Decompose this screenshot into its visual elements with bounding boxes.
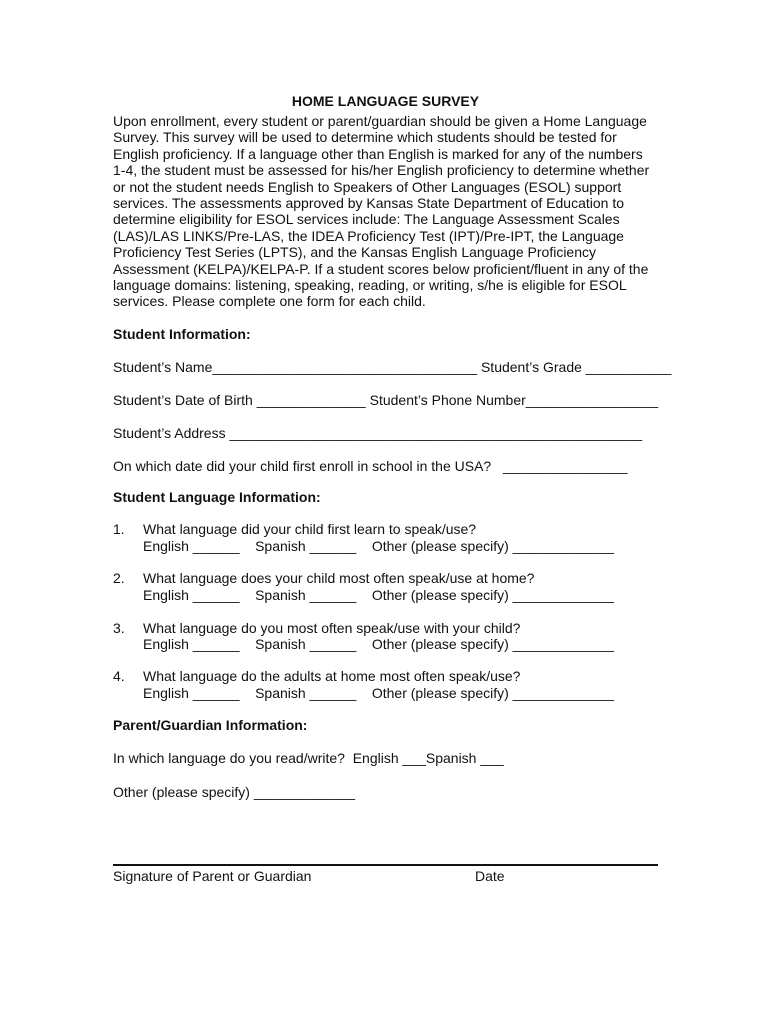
question-number: 2.	[113, 570, 125, 586]
form-title: HOME LANGUAGE SURVEY	[291, 93, 480, 109]
student-info-heading: Student Information:	[113, 326, 251, 342]
question-options[interactable]: English ______ Spanish ______ Other (please specify) _____________	[143, 636, 614, 652]
question-text: What language does your child most often speak/use at home?	[143, 570, 535, 586]
intro-line: English proficiency. If a language other than English is marked for any of the numbers	[113, 145, 643, 162]
intro-line: (LAS)/LAS LINKS/Pre-LAS, the IDEA Proficiency Test (IPT)/Pre-IPT, the Language	[113, 227, 624, 244]
question-options[interactable]: English ______ Spanish ______ Other (please specify) _____________	[143, 685, 614, 701]
intro-line: Survey. This survey will be used to determine which students should be tested for	[113, 129, 617, 146]
intro-line: language domains: listening, speaking, reading, or writing, s/he is eligible for ESOL	[113, 277, 627, 294]
read-write-language-field[interactable]: In which language do you read/write? English ___Spanish ___	[113, 750, 504, 766]
question-text: What language do you most often speak/use with your child?	[143, 620, 521, 636]
date-label: Date	[475, 868, 505, 884]
enroll-date-field[interactable]: On which date did your child first enroll in school in the USA? ________________	[113, 458, 628, 474]
question-number: 1.	[113, 521, 125, 537]
student-address-field[interactable]: Student’s Address _____________________________________________________	[113, 425, 643, 441]
language-info-heading: Student Language Information:	[113, 489, 321, 505]
intro-line: services. Please complete one form for each child.	[113, 293, 426, 310]
intro-line: 1-4, the student must be assessed for his/her English proficiency to determine whether	[113, 162, 650, 179]
question-options[interactable]: English ______ Spanish ______ Other (please specify) _____________	[143, 538, 614, 554]
signature-label: Signature of Parent or Guardian	[113, 868, 312, 884]
question-text: What language did your child first learn to speak/use?	[143, 521, 477, 537]
intro-line: Upon enrollment, every student or parent/guardian should be given a Home Language	[113, 113, 647, 129]
question-number: 3.	[113, 620, 125, 636]
intro-line: or not the student needs English to Speakers of Other Languages (ESOL) support	[113, 178, 622, 195]
student-dob-field[interactable]: Student’s Date of Birth ______________ Student’s Phone Number_________________	[113, 392, 659, 408]
intro-paragraph	[113, 113, 658, 310]
question-options[interactable]: English ______ Spanish ______ Other (please specify) _____________	[143, 587, 614, 603]
signature-line[interactable]	[113, 864, 658, 866]
intro-line: determine eligibility for ESOL services include: The Language Assessment Scales	[113, 211, 620, 228]
intro-line: services. The assessments approved by Kansas State Department of Education to	[113, 195, 625, 212]
student-name-field[interactable]: Student’s Name__________________________________ Student’s Grade ___________	[113, 359, 672, 375]
intro-line: Assessment (KELPA)/KELPA-P. If a student scores below proficient/fluent in any of the	[113, 260, 649, 277]
question-text: What language do the adults at home most often speak/use?	[143, 668, 521, 684]
question-number: 4.	[113, 668, 125, 684]
intro-line: Proficiency Test Series (LPTS), and the Kansas English Language Proficiency	[113, 244, 596, 261]
other-language-field[interactable]: Other (please specify) _____________	[113, 784, 356, 800]
parent-info-heading: Parent/Guardian Information:	[113, 717, 308, 733]
